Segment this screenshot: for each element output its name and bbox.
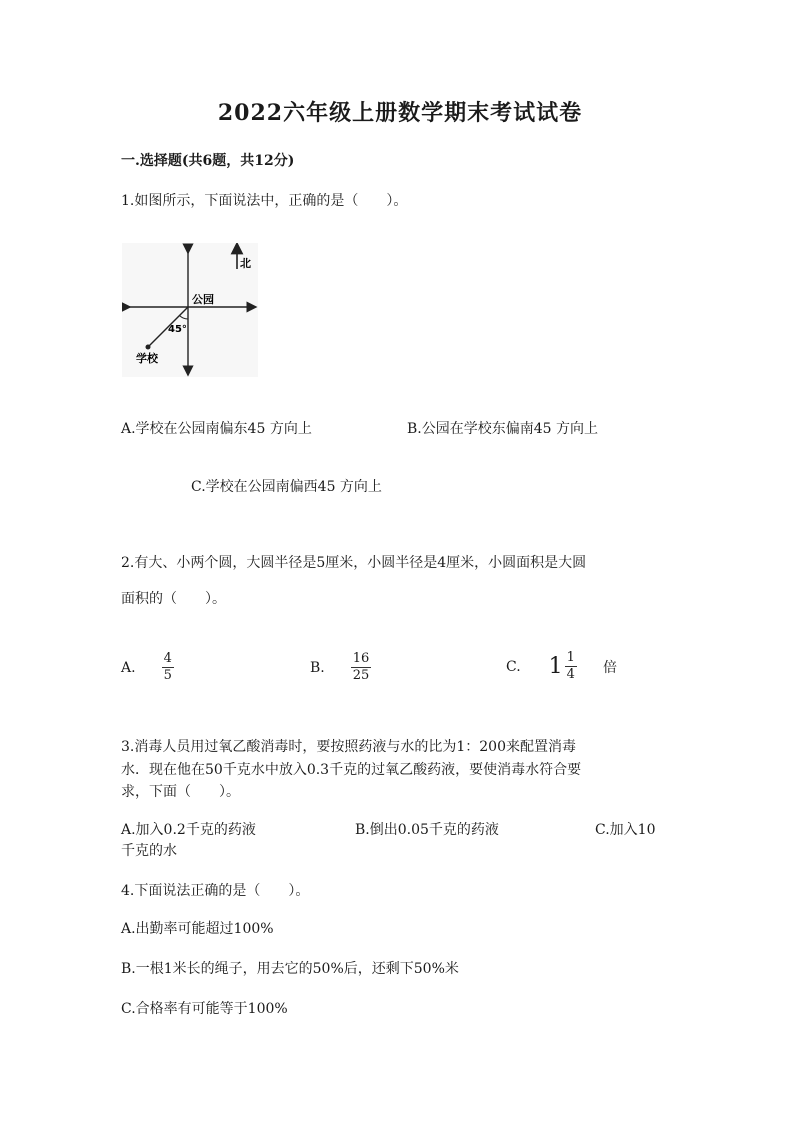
option-a-denominator: 5: [163, 668, 172, 683]
option-a-numerator: 4: [163, 651, 172, 666]
option-c-mixed-number: [549, 650, 577, 683]
question-3-stem-line-3: 求，下面（ ）。: [121, 784, 240, 800]
question-4-option-b[interactable]: B.一根1米长的绳子，用去它的50%后，还剩下50%米: [121, 961, 459, 977]
question-1-option-a[interactable]: A.学校在公园南偏东45 方向上: [121, 421, 312, 437]
question-2-option-a[interactable]: [121, 651, 174, 684]
option-a-fraction: [162, 651, 174, 684]
school-label: 学校: [136, 352, 158, 365]
option-c-numerator: 1: [566, 650, 575, 665]
question-4-option-c[interactable]: C.合格率有可能等于100%: [121, 1001, 288, 1017]
question-2-stem-line-1: 2.有大、小两个圆，大圆半径是5厘米，小圆半径是4厘米，小圆面积是大圆: [121, 555, 587, 571]
option-b-label: B.: [310, 659, 325, 676]
question-3-stem-line-1: 3.消毒人员用过氧乙酸消毒时，要按照药液与水的比为1：200来配置消毒: [121, 739, 576, 755]
school-point: [146, 345, 151, 350]
question-4-stem: 4.下面说法正确的是（ ）。: [121, 883, 310, 899]
angle-label: 45°: [168, 324, 187, 335]
page-title: 2022六年级上册数学期末考试试卷: [217, 100, 583, 126]
question-3-option-c-continued[interactable]: 千克的水: [121, 843, 177, 859]
question-4-option-a[interactable]: A.出勤率可能超过100%: [121, 921, 274, 937]
section-heading: 一.选择题(共6题，共12分): [121, 153, 295, 169]
question-1-stem: 1.如图所示，下面说法中，正确的是（ ）。: [121, 193, 408, 209]
question-1-option-b[interactable]: B.公园在学校东偏南45 方向上: [407, 421, 599, 437]
option-b-fraction: [351, 651, 372, 684]
question-3-option-c[interactable]: C.加入10: [595, 822, 656, 838]
angle-arc: [180, 316, 189, 320]
option-c-denominator: 4: [566, 667, 575, 682]
direction-diagram: [122, 243, 258, 377]
question-3-option-a[interactable]: A.加入0.2千克的药液: [121, 822, 256, 838]
option-c-suffix: 倍: [602, 659, 617, 676]
question-2-option-b[interactable]: [310, 651, 371, 684]
question-2-stem-line-2: 面积的（ ）。: [121, 591, 226, 607]
question-3-option-b[interactable]: B.倒出0.05千克的药液: [355, 822, 499, 838]
option-b-numerator: 16: [352, 651, 370, 666]
question-3-stem-line-2: 水．现在他在50千克水中放入0.3千克的过氧乙酸药液，要使消毒水符合要: [121, 762, 582, 778]
option-c-fraction: [565, 650, 577, 683]
option-b-denominator: 25: [352, 668, 370, 683]
option-c-whole: 1: [548, 654, 563, 679]
question-1-option-c[interactable]: C.学校在公园南偏西45 方向上: [191, 479, 382, 495]
option-c-label: C.: [506, 658, 521, 675]
question-2-option-c[interactable]: [506, 650, 617, 683]
park-label: 公园: [192, 293, 214, 306]
direction-diagram-svg: [122, 243, 258, 377]
option-a-label: A.: [121, 659, 136, 676]
north-label: 北: [240, 257, 251, 270]
